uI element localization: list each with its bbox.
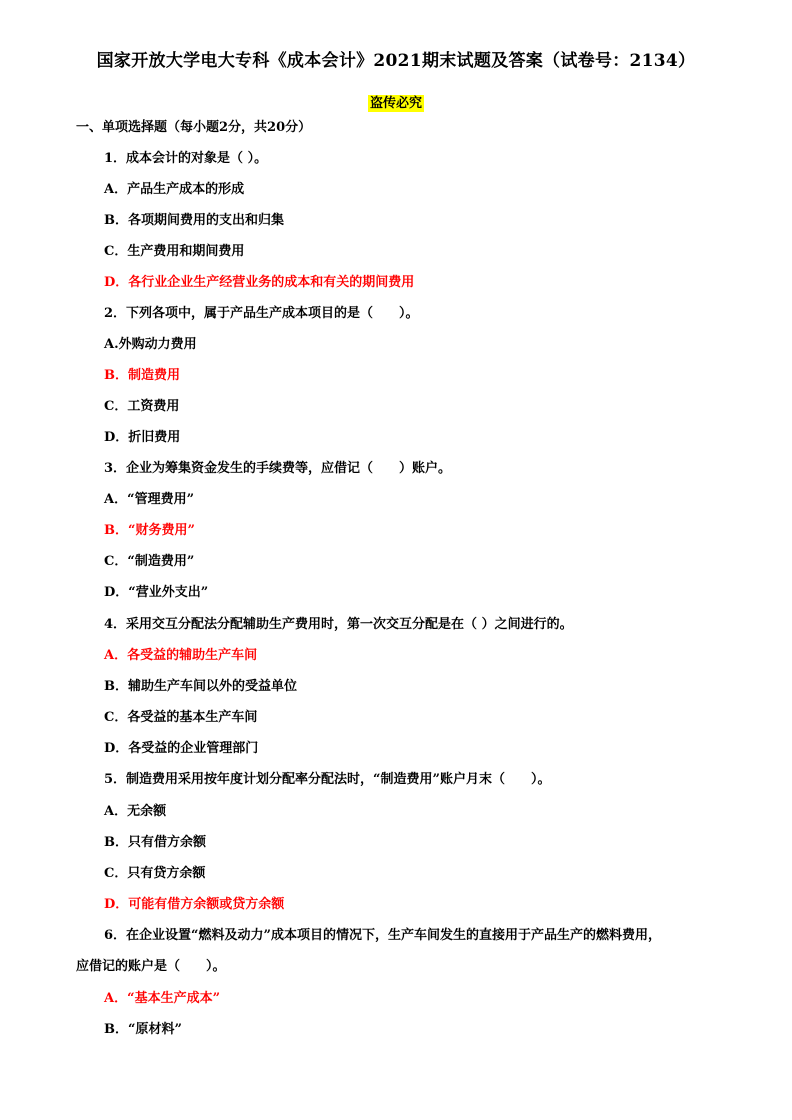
question-stem: 6．在企业设置“燃料及动力”成本项目的情况下，生产车间发生的直接用于产品生产的燃料费用， bbox=[104, 928, 662, 943]
watermark-label bbox=[0, 92, 792, 111]
question-stem: 4．采用交互分配法分配辅助生产费用时，第一次交互分配是在（ ）之间进行的。 bbox=[104, 617, 573, 632]
correct-option: D．可能有借方余额或贷方余额 bbox=[104, 897, 285, 912]
option-item: A.外购动力费用 bbox=[104, 337, 197, 352]
question-stem: 3．企业为筹集资金发生的手续费等，应借记（ ）账户。 bbox=[104, 461, 452, 476]
option-item: B．“原材料” bbox=[104, 1022, 182, 1037]
option-item: C．只有贷方余额 bbox=[104, 866, 206, 881]
watermark-text: 盗传必究 bbox=[369, 96, 422, 111]
question-stem: 2．下列各项中，属于产品生产成本项目的是（ ）。 bbox=[104, 306, 419, 321]
option-item: C．工资费用 bbox=[104, 399, 180, 414]
option-item: B．只有借方余额 bbox=[104, 835, 206, 850]
question-stem: 1．成本会计的对象是（ ）。 bbox=[104, 151, 268, 166]
option-item: B．各项期间费用的支出和归集 bbox=[104, 213, 284, 228]
option-item: A．无余额 bbox=[104, 804, 167, 819]
option-item: A．“管理费用” bbox=[104, 492, 195, 507]
option-item: B．辅助生产车间以外的受益单位 bbox=[104, 679, 297, 694]
question-stem: 5．制造费用采用按年度计划分配率分配法时，“制造费用”账户月末（ ）。 bbox=[104, 772, 551, 787]
option-item: A．产品生产成本的形成 bbox=[104, 182, 245, 197]
option-item: D．“营业外支出” bbox=[104, 585, 209, 600]
correct-option: A．各受益的辅助生产车间 bbox=[104, 648, 258, 663]
option-item: D．各受益的企业管理部门 bbox=[104, 741, 259, 756]
option-item: C．各受益的基本生产车间 bbox=[104, 710, 258, 725]
option-item: C．“制造费用” bbox=[104, 554, 195, 569]
page-title: 国家开放大学电大专科《成本会计》2021期末试题及答案（试卷号：2134） bbox=[96, 51, 696, 71]
correct-option: D．各行业企业生产经营业务的成本和有关的期间费用 bbox=[104, 275, 415, 290]
correct-option: B．“财务费用” bbox=[104, 523, 195, 538]
section-heading: 一、单项选择题（每小题2分，共20分） bbox=[76, 120, 312, 135]
option-item: C．生产费用和期间费用 bbox=[104, 244, 245, 259]
question-stem-continued: 应借记的账户是（ ）。 bbox=[76, 959, 226, 974]
correct-option: B．制造费用 bbox=[104, 368, 180, 383]
option-item: D．折旧费用 bbox=[104, 430, 181, 445]
correct-option: A．“基本生产成本” bbox=[104, 991, 221, 1006]
